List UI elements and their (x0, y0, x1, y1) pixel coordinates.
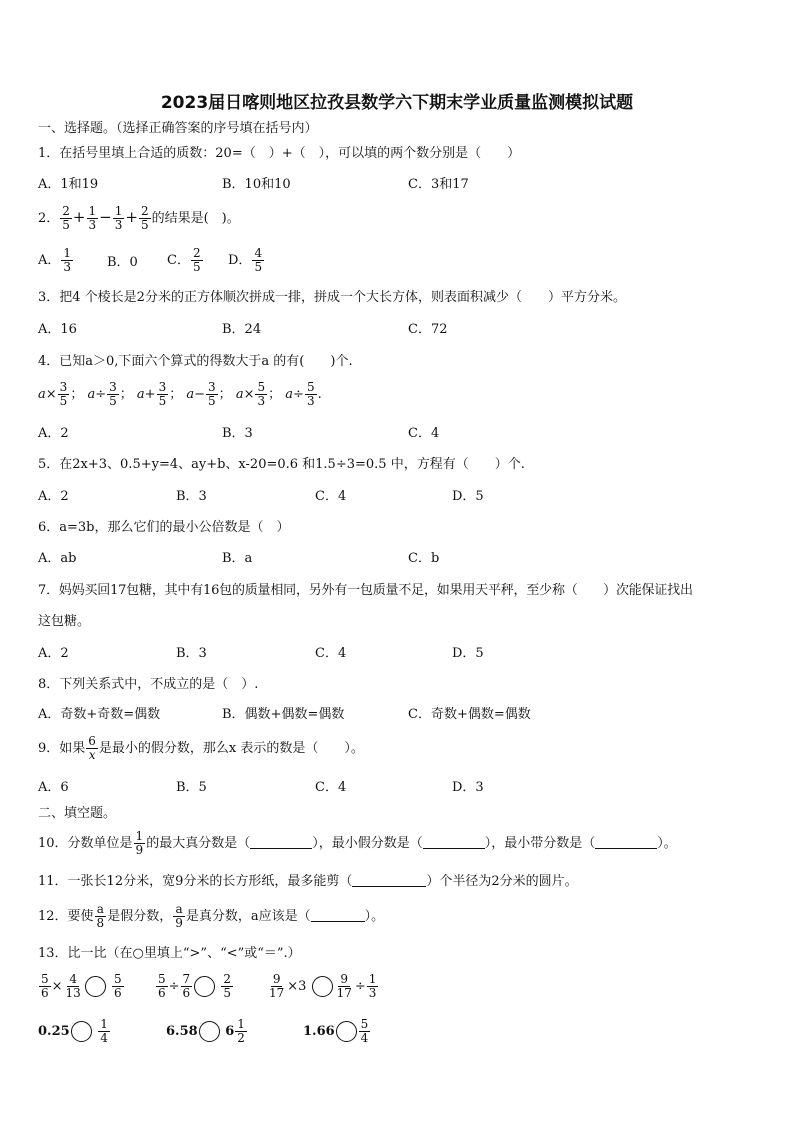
q7-option-d[interactable]: D．5 (452, 646, 484, 661)
q6-option-b[interactable]: B．a (222, 551, 253, 566)
q2-option-d[interactable]: D． $\frac{4}{5}$ (228, 246, 263, 274)
q6-option-a[interactable]: A．ab (38, 551, 77, 566)
section-heading-fill: 二、填空题。 (38, 806, 117, 821)
q9-option-a[interactable]: A．6 (38, 780, 69, 795)
question-11: 11．一张长12分米，宽9分米的长方形纸，最多能剪（ ）个半径为2分米的圆片。 (38, 874, 578, 889)
question-3: 3．把4 个棱长是2分米的正方体顺次拼成一排，拼成一个大长方体，则表面积减少（ ）平方分米。 (38, 290, 626, 305)
compare-item-4: 0.25 $\frac{1}{4}$ (38, 1017, 108, 1045)
answer-blank[interactable] (595, 836, 657, 849)
question-7-cont: 这包糖。 (38, 614, 91, 629)
q8-option-c[interactable]: C．奇数+偶数=偶数 (408, 707, 531, 722)
answer-blank[interactable] (423, 836, 485, 849)
q1-option-a[interactable]: A．1和19 (38, 177, 99, 192)
compare-circle[interactable] (194, 976, 215, 997)
q5-option-a[interactable]: A．2 (38, 489, 69, 504)
question-10: 10．分数单位是 $\frac{1}{9}$ 的最大真分数是（ ），最小假分数是（ ），最小带分数是（ ）。 (38, 829, 677, 857)
q9-option-b[interactable]: B．5 (176, 780, 207, 795)
section-heading-choice: 一、选择题。（选择正确答案的序号填在括号内） (38, 121, 318, 136)
question-12: 12．要使 $\frac{a}{8}$ 是假分数， $\frac{a}{9}$ 是真分数，a应该是（ ）。 (38, 902, 385, 930)
compare-item-6: 1.66 $\frac{5}{4}$ (303, 1017, 369, 1045)
compare-circle[interactable] (85, 976, 106, 997)
q7-option-b[interactable]: B．3 (176, 646, 207, 661)
compare-circle[interactable] (336, 1021, 357, 1042)
q4-option-b[interactable]: B．3 (222, 426, 253, 441)
compare-item-1: $\frac{5}{6}$ × $\frac{4}{13}$ $\frac{5}{6}$ (41, 972, 122, 1000)
page-title: 2023届日喀则地区拉孜县数学六下期末学业质量监测模拟试题 (160, 93, 634, 113)
q1-option-c[interactable]: C．3和17 (408, 177, 469, 192)
question-2: 2． $\frac{2}{5}$ + $\frac{1}{3}$ − $\frac{1}{3}$ + $\frac{2}{5}$ 的结果是( )。 (38, 204, 240, 232)
q4-option-a[interactable]: A．2 (38, 426, 69, 441)
q4-expressions: a× $\frac{3}{5}$ ； a÷ $\frac{3}{5}$ ； a+ $\frac{3}{5}$ ； a− $\frac{3}{5}$ ； a× $\frac{5}{3}$ ； a÷ $\frac{5}{3}$ . (38, 380, 322, 408)
fraction: $\frac{1}{3}$ (114, 204, 123, 232)
q6-option-c[interactable]: C．b (408, 551, 440, 566)
q2-option-a[interactable]: A． $\frac{1}{3}$ (38, 246, 72, 274)
q2-option-b[interactable]: B．0 (107, 255, 138, 270)
question-4: 4．已知a＞0,下面六个算式的得数大于a 的有( )个. (38, 354, 353, 369)
q4-option-c[interactable]: C．4 (408, 426, 440, 441)
question-6: 6．a=3b，那么它们的最小公倍数是（ ） (38, 520, 290, 535)
q3-option-a[interactable]: A．16 (38, 322, 77, 337)
q8-option-b[interactable]: B．偶数+偶数=偶数 (222, 707, 345, 722)
question-13: 13．比一比（在○里填上“>”、“<”或“＝”.） (38, 946, 301, 961)
q9-option-c[interactable]: C．4 (315, 780, 347, 795)
question-9: 9．如果 $\frac{6}{x}$ 是最小的假分数，那么x 表示的数是（ ）。 (38, 734, 364, 762)
compare-circle[interactable] (312, 976, 333, 997)
answer-blank[interactable] (311, 909, 365, 922)
q2-option-c[interactable]: C． $\frac{2}{5}$ (167, 246, 201, 274)
q5-option-c[interactable]: C．4 (315, 489, 347, 504)
answer-blank[interactable] (250, 836, 312, 849)
fraction: $\frac{2}{5}$ (140, 204, 149, 232)
q3-option-c[interactable]: C．72 (408, 322, 448, 337)
compare-circle[interactable] (199, 1021, 220, 1042)
q1-option-b[interactable]: B．10和10 (222, 177, 291, 192)
q9-option-d[interactable]: D．3 (452, 780, 484, 795)
q8-option-a[interactable]: A．奇数+奇数=偶数 (38, 707, 161, 722)
question-text: 的结果是( )。 (151, 211, 240, 226)
question-8: 8．下列关系式中，不成立的是（ ）. (38, 677, 259, 692)
q5-option-d[interactable]: D．5 (452, 489, 484, 504)
fraction: $\frac{1}{3}$ (88, 204, 97, 232)
question-1: 1．在括号里填上合适的质数：20=（ ）+（ ），可以填的两个数分别是（ ） (38, 146, 521, 161)
q7-option-a[interactable]: A．2 (38, 646, 69, 661)
compare-circle[interactable] (71, 1021, 92, 1042)
question-number: 2． (38, 211, 60, 226)
q7-option-c[interactable]: C．4 (315, 646, 347, 661)
compare-item-5: 6.58 6 $\frac{1}{2}$ (166, 1017, 245, 1045)
answer-blank[interactable] (352, 874, 426, 887)
q5-option-b[interactable]: B．3 (176, 489, 207, 504)
fraction: $\frac{6}{x}$ (88, 734, 96, 762)
question-5: 5．在2x+3、0.5+y=4、ay+b、x-20=0.6 和1.5÷3=0.5 中，方程有（ ）个. (38, 457, 525, 472)
question-7: 7．妈妈买回17包糖，其中有16包的质量相同，另外有一包质量不足，如果用天平秤，至少称（ ）次能保证找出 (38, 583, 693, 598)
q3-option-b[interactable]: B．24 (222, 322, 262, 337)
compare-item-2: $\frac{5}{6}$ ÷ $\frac{7}{6}$ $\frac{2}{5}$ (158, 972, 231, 1000)
compare-item-3: $\frac{9}{17}$ ×3 $\frac{9}{17}$ ÷ $\frac{1}{3}$ (269, 972, 377, 1000)
fraction: $\frac{2}{5}$ (62, 204, 70, 232)
